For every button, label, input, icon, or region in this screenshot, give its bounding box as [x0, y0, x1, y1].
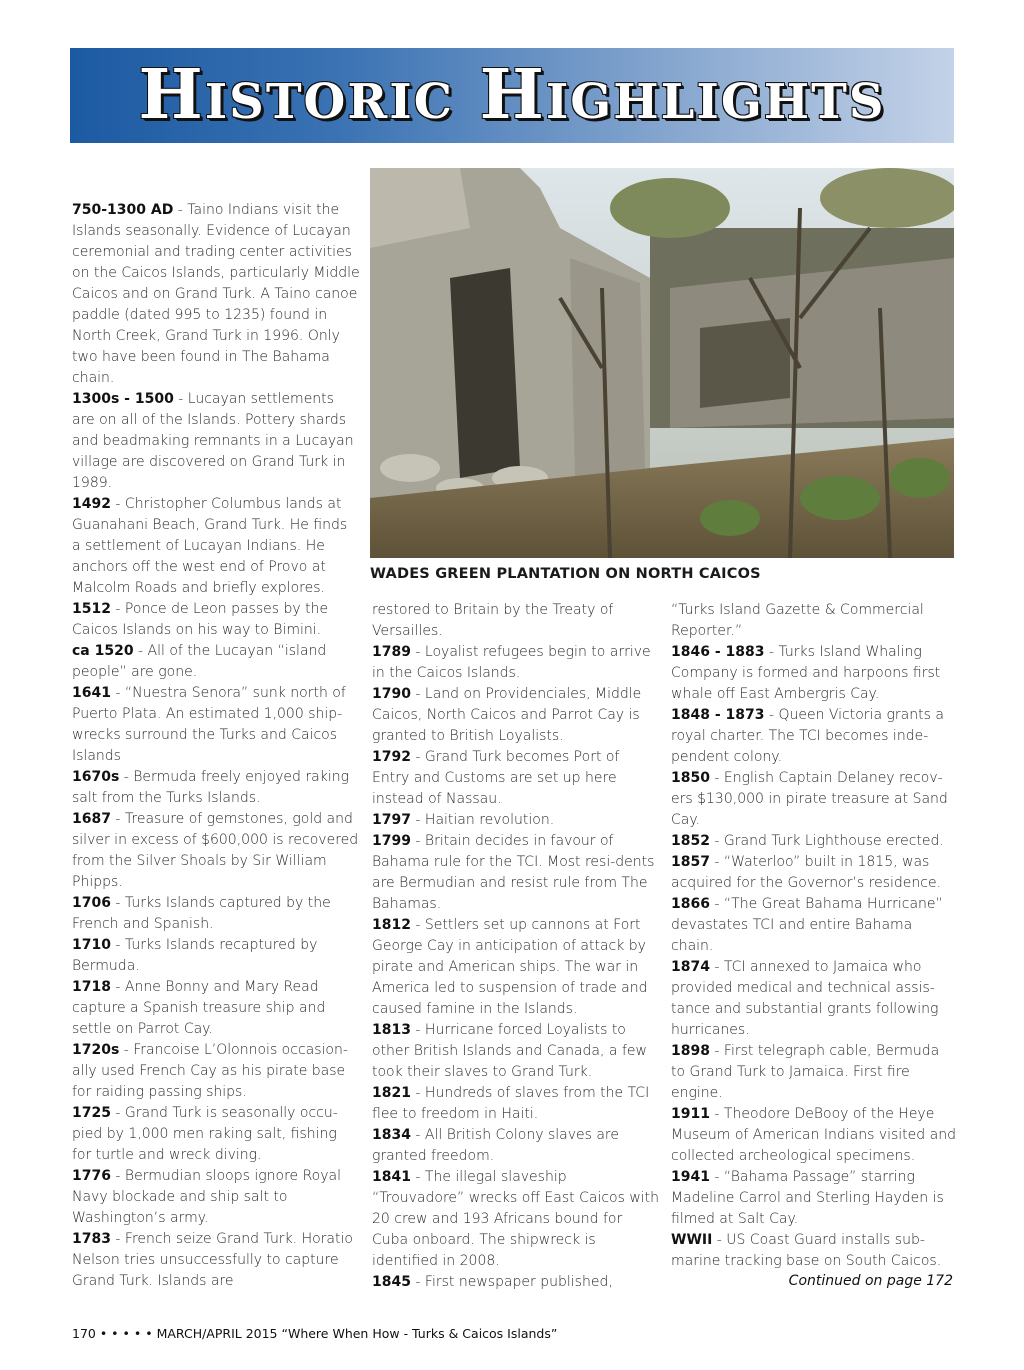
timeline-entry [671, 894, 956, 957]
timeline-year: 1641 [72, 685, 111, 701]
timeline-text: - Haitian revolution. [410, 812, 555, 828]
timeline-entry [372, 831, 660, 915]
timeline-entry [671, 768, 956, 831]
timeline-text: - Land on Providenciales, Middle Caicos, North Caicos and Parrot Cay is granted to British Loyalists. [372, 686, 642, 744]
timeline-entry [72, 809, 360, 893]
page-footer: 170 • • • • • MARCH/APRIL 2015 “Where When How - Turks & Caicos Islands” [72, 1326, 558, 1341]
timeline-year: 1852 [671, 833, 710, 849]
timeline-entry [72, 935, 360, 977]
timeline-year: 1789 [372, 644, 411, 660]
timeline-year: 1783 [72, 1231, 111, 1247]
timeline-text: - Settlers set up cannons at Fort George Cay in anticipation of attack by pirate and American ships. The war in America led to suspension of trade and caused famine in the Islands. [372, 917, 648, 1017]
timeline-text: - Loyalist refugees begin to arrive in the Caicos Islands. [372, 644, 651, 681]
timeline-text: - First telegraph cable, Bermuda to Grand Turk to Jamaica. First fire engine. [671, 1043, 940, 1101]
continued-note: Continued on page 172 [788, 1273, 953, 1289]
timeline-entry [372, 810, 660, 831]
photo-caption: WADES GREEN PLANTATION ON NORTH CAICOS [370, 566, 761, 582]
timeline-entry [372, 915, 660, 1020]
timeline-entry [372, 642, 660, 684]
timeline-text: - “The Great Bahama Hurricane” devastates TCI and entire Bahama chain. [671, 896, 943, 954]
timeline-entry [372, 1272, 660, 1293]
timeline-text: - Anne Bonny and Mary Read capture a Spanish treasure ship and settle on Parrot Cay. [72, 979, 326, 1037]
timeline-entry [372, 1020, 660, 1083]
timeline-year: 1834 [372, 1127, 411, 1143]
timeline-entry [72, 599, 360, 641]
timeline-entry [372, 684, 660, 747]
timeline-column-3 [671, 600, 956, 1272]
timeline-text: - French seize Grand Turk. Horatio Nelson tries unsuccessfully to capture Grand Turk. Islands are [72, 1231, 353, 1289]
timeline-year: 1720s [72, 1042, 120, 1058]
timeline-entry [372, 1167, 660, 1272]
timeline-entry [372, 1083, 660, 1125]
plantation-ruins-photo [370, 168, 954, 558]
title-banner [70, 48, 954, 143]
timeline-year: 1710 [72, 937, 111, 953]
timeline-text: - US Coast Guard installs sub-marine tracking base on South Caicos. [671, 1232, 942, 1269]
timeline-year: 1725 [72, 1105, 111, 1121]
timeline-text: - Grand Turk becomes Port of Entry and Customs are set up here instead of Nassau. [372, 749, 620, 807]
timeline-year: 1846 - 1883 [671, 644, 765, 660]
timeline-text: - “Waterloo” built in 1815, was acquired for the Governor’s residence. [671, 854, 942, 891]
timeline-year: 1797 [372, 812, 411, 828]
timeline-text: - English Captain Delaney recov-ers $130,000 in pirate treasure at Sand Cay. [671, 770, 948, 828]
timeline-text: - Lucayan settlements are on all of the Islands. Pottery shards and beadmaking remnants in a Lucayan village are discovered on Grand Turk in 1989. [72, 391, 354, 491]
timeline-entry [72, 389, 360, 494]
timeline-entry [671, 957, 956, 1041]
timeline-text: - Turks Islands recaptured by Bermuda. [72, 937, 318, 974]
timeline-entry [72, 1040, 360, 1103]
timeline-text: - Treasure of gemstones, gold and silver in excess of $600,000 is recovered from the Silver Shoals by Sir William Phipps. [72, 811, 359, 890]
timeline-entry [372, 1125, 660, 1167]
timeline-entry [72, 494, 360, 599]
timeline-text: restored to Britain by the Treaty of Versailles. [372, 602, 614, 639]
timeline-entry [72, 1166, 360, 1229]
timeline-entry [72, 1103, 360, 1166]
timeline-column-2 [372, 600, 660, 1293]
timeline-text: - Taino Indians visit the Islands seasonally. Evidence of Lucayan ceremonial and trading center activities on the Caicos Islands, particularly Middle Caicos and on Grand Turk. A Taino canoe paddle (dated 995 to 1235) found in North Creek, Grand Turk in 1996. Only two have been found in The Bahama chain. [72, 202, 360, 386]
timeline-text: - “Bahama Passage” starring Madeline Carrol and Sterling Hayden is filmed at Salt Cay. [671, 1169, 944, 1227]
timeline-year: 1845 [372, 1274, 411, 1290]
timeline-entry [72, 893, 360, 935]
timeline-text: - Queen Victoria grants a royal charter. The TCI becomes inde-pendent colony. [671, 707, 944, 765]
timeline-text: - Hundreds of slaves from the TCI flee to freedom in Haiti. [372, 1085, 650, 1122]
timeline-text: - All British Colony slaves are granted freedom. [372, 1127, 619, 1164]
timeline-text: - Britain decides in favour of Bahama rule for the TCI. Most resi-dents are Bermudian and resist rule from The Bahamas. [372, 833, 655, 912]
timeline-entry [671, 1041, 956, 1104]
timeline-year: ca 1520 [72, 643, 134, 659]
timeline-year: 1850 [671, 770, 710, 786]
timeline-entry [72, 1229, 360, 1292]
timeline-entry [372, 600, 660, 642]
timeline-text: - TCI annexed to Jamaica who provided medical and technical assis-tance and substantial grants following hurricanes. [671, 959, 939, 1038]
timeline-text: - Francoise L’Olonnois occasion-ally used French Cay as his pirate base for raiding passing ships. [72, 1042, 348, 1100]
timeline-text: - Bermudian sloops ignore Royal Navy blockade and ship salt to Washington’s army. [72, 1168, 342, 1226]
timeline-year: 750-1300 AD [72, 202, 174, 218]
timeline-text: - Hurricane forced Loyalists to other British Islands and Canada, a few took their slaves to Grand Turk. [372, 1022, 647, 1080]
timeline-entry [671, 705, 956, 768]
timeline-year: 1866 [671, 896, 710, 912]
timeline-entry [671, 852, 956, 894]
timeline-column-1 [72, 200, 360, 1292]
timeline-text: - Bermuda freely enjoyed raking salt from the Turks Islands. [72, 769, 349, 806]
timeline-year: 1848 - 1873 [671, 707, 765, 723]
timeline-text: - Turks Islands captured by the French and Spanish. [72, 895, 331, 932]
timeline-entry [72, 977, 360, 1040]
timeline-text: - Grand Turk Lighthouse erected. [709, 833, 944, 849]
timeline-text: - Turks Island Whaling Company is formed and harpoons first whale off East Ambergris Cay. [671, 644, 941, 702]
timeline-text: “Turks Island Gazette & Commercial Reporter.” [671, 602, 924, 639]
timeline-entry [72, 767, 360, 809]
timeline-year: 1792 [372, 749, 411, 765]
timeline-entry [372, 747, 660, 810]
timeline-entry [72, 641, 360, 683]
timeline-entry [72, 200, 360, 389]
timeline-year: 1812 [372, 917, 411, 933]
timeline-entry [671, 642, 956, 705]
timeline-entry [671, 600, 956, 642]
timeline-year: 1941 [671, 1169, 710, 1185]
timeline-year: 1492 [72, 496, 111, 512]
timeline-year: 1670s [72, 769, 120, 785]
timeline-entry [72, 683, 360, 767]
timeline-text: - “Nuestra Senora” sunk north of Puerto Plata. An estimated 1,000 ship-wrecks surround the Turks and Caicos Islands [72, 685, 346, 764]
timeline-year: WWII [671, 1232, 713, 1248]
timeline-year: 1687 [72, 811, 111, 827]
timeline-text: - First newspaper published, [410, 1274, 613, 1290]
timeline-year: 1706 [72, 895, 111, 911]
timeline-year: 1911 [671, 1106, 710, 1122]
timeline-year: 1776 [72, 1168, 111, 1184]
timeline-year: 1874 [671, 959, 710, 975]
timeline-entry [671, 1104, 956, 1167]
timeline-year: 1841 [372, 1169, 411, 1185]
timeline-year: 1857 [671, 854, 710, 870]
timeline-text: - Christopher Columbus lands at Guanahani Beach, Grand Turk. He finds a settlement of Lucayan Indians. He anchors off the west end of Provo at Malcolm Roads and briefly explores. [72, 496, 348, 596]
page-title: Historic Highlights [138, 55, 886, 135]
timeline-year: 1790 [372, 686, 411, 702]
timeline-entry [671, 831, 956, 852]
timeline-year: 1799 [372, 833, 411, 849]
timeline-text: - All of the Lucayan “island people” are gone. [72, 643, 327, 680]
timeline-entry [671, 1167, 956, 1230]
ruins-photo-icon [370, 168, 954, 558]
timeline-year: 1300s - 1500 [72, 391, 174, 407]
timeline-entry [671, 1230, 956, 1272]
timeline-year: 1821 [372, 1085, 411, 1101]
timeline-year: 1813 [372, 1022, 411, 1038]
timeline-text: - Grand Turk is seasonally occu-pied by 1,000 men raking salt, fishing for turtle and wreck diving. [72, 1105, 338, 1163]
timeline-text: - Theodore DeBooy of the Heye Museum of American Indians visited and collected archeological specimens. [671, 1106, 956, 1164]
timeline-year: 1512 [72, 601, 111, 617]
timeline-year: 1898 [671, 1043, 710, 1059]
timeline-text: - Ponce de Leon passes by the Caicos Islands on his way to Bimini. [72, 601, 329, 638]
timeline-text: - The illegal slaveship “Trouvadore” wrecks off East Caicos with 20 crew and 193 Africans bound for Cuba onboard. The shipwreck is identified in 2008. [372, 1169, 660, 1269]
timeline-year: 1718 [72, 979, 111, 995]
